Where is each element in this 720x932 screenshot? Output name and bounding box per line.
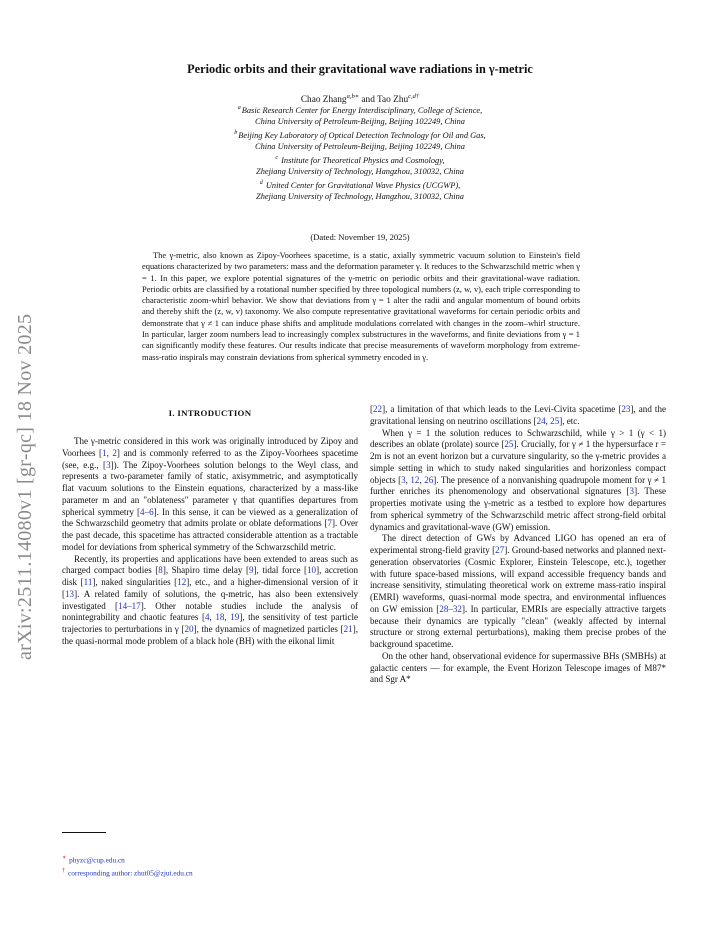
affiliation-line: China University of Petroleum-Beijing, Beijing 102249, China bbox=[255, 117, 465, 127]
citation-link[interactable]: 18 bbox=[215, 612, 225, 623]
abstract-text: The γ-metric, also known as Zipoy-Voorhees spacetime, is a static, axially symmetric vacuum solution to Einstein's field equations characterized by two parameters: mass and the deformation parameter γ. It reduces to the Schwarzschild metric when γ = 1. In this paper, we explore potential signatures of the γ-metric on periodic orbits and their gravitational-wave radiation. Periodic orbits are classified by a rotational number specified by three topological numbers (z, w, v), each triple corresponding to characteristic zoom-whirl behavior. We show that deviations from γ = 1 alter the radii and angular momentum of bound orbits and thereby shift the (z, w, v) taxonomy. We also compute representative gravitational waveforms for certain periodic orbits and demonstrate that γ ≠ 1 can induce phase shifts and amplitude modulations correlated with changes in the zoom–whirl structure. In particular, larger zoom numbers lead to increasingly complex substructures in the waveforms, and finite deviations from γ = 1 can significantly modify these features. Our results indicate that precise measurements of waveform morphology from extreme-mass-ratio inspirals may constrain deviations from spherical symmetry encoded in γ. bbox=[142, 250, 580, 362]
author-affiliation-marks: a,b∗ bbox=[346, 93, 360, 100]
text-run: Recently, its properties and applications have been extended to areas such as charged compact bodies [ bbox=[62, 553, 358, 576]
citation-link[interactable]: 3 bbox=[401, 474, 406, 485]
citation-link[interactable]: 12 bbox=[410, 474, 420, 485]
citation-link[interactable]: 23 bbox=[621, 404, 631, 414]
citation-link[interactable]: 10 bbox=[307, 565, 317, 576]
text-run: ]. Ground-based networks and planned next-generation observatories (Cosmic Explorer, Einstein Telescope, etc.), together with future space-based missions, will expand accessible frequency bands and increase sensitivity, stimulating theoretical work on extreme mass-ratio inspiral (EMRI) waveforms, quasi-normal mode spectra, and environmental influences on GW emission [ bbox=[370, 545, 666, 614]
text-run: ]. Crucially, for γ ≠ 1 the hypersurface r = 2m is not an event horizon but a curvature singularity, so the γ-metric provides a simple setting in which to study naked singularities and horizonless compact objects [ bbox=[370, 439, 666, 485]
paragraph bbox=[370, 404, 666, 428]
left-column bbox=[62, 436, 358, 648]
text-run: ], the quasi-normal mode problem of a black hole (BH) with the eikonal limit bbox=[62, 624, 358, 646]
footnote-rule bbox=[62, 832, 106, 833]
paragraph bbox=[370, 651, 666, 686]
affiliation-line: $^d$ United Center for Gravitational Wave Physics (UCGWP), bbox=[259, 179, 461, 190]
text-run: ]. Over the past decade, this spacetime has attracted considerable attention as a tractable model for deviations from spherical symmetry of the Schwarzschild metric. bbox=[62, 518, 358, 552]
citation-link[interactable]: 14–17 bbox=[118, 600, 141, 611]
text-run: ], Shapiro time delay [ bbox=[162, 565, 249, 576]
citation-link[interactable]: 25 bbox=[550, 415, 560, 426]
arxiv-id-text: arXiv:2511.14080v1 [gr-qc] 18 Nov 2025 bbox=[14, 313, 36, 660]
text-run: The direct detection of GWs by Advanced LIGO has opened an era of experimental strong-field gravity [ bbox=[370, 533, 666, 555]
affiliation-line: $^b$Beijing Key Laboratory of Optical Detection Technology for Oil and Gas, bbox=[234, 129, 486, 140]
text-run: ]. The presence of a nonvanishing quadrupole moment for γ ≠ 1 further enriches its phenomenology and observational signatures [ bbox=[370, 474, 667, 497]
citation-link[interactable]: 13 bbox=[65, 588, 75, 599]
text-run: , bbox=[545, 415, 551, 426]
text-run: ], tidal force [ bbox=[253, 565, 308, 576]
text-run: ], etc., and a higher-dimensional version of it [ bbox=[62, 577, 358, 599]
citation-link[interactable]: 11 bbox=[83, 577, 93, 587]
citation-link[interactable]: 4 bbox=[204, 612, 210, 623]
citation-link[interactable]: 12 bbox=[177, 577, 187, 587]
citation-link[interactable]: 25 bbox=[504, 439, 514, 450]
author-affiliation-marks: c,d† bbox=[408, 93, 420, 100]
citation-link[interactable]: 27 bbox=[495, 545, 505, 555]
dated-line: (Dated: November 19, 2025) bbox=[310, 232, 410, 242]
text-run: The γ-metric considered in this work was originally introduced by Zipoy and Voorhees [ bbox=[62, 436, 358, 458]
text-run: ], etc. bbox=[559, 415, 580, 426]
abstract bbox=[142, 250, 580, 363]
affiliations bbox=[0, 103, 720, 203]
author-separator: and bbox=[359, 95, 378, 106]
text-run: ]. Other notable studies include the analysis of nonintegrability and chaotic features [ bbox=[62, 600, 358, 623]
arxiv-identifier-stamp bbox=[2, 245, 42, 665]
text-run: ], the sensitivity of test particle trajectories to perturbations in γ [ bbox=[62, 612, 358, 634]
text-run: ], a limitation of that which leads to the Levi-Civita spacetime [ bbox=[382, 404, 622, 414]
text-run: , bbox=[405, 474, 411, 485]
affiliation-line: Zhejiang University of Technology, Hangzhou, 310032, China bbox=[256, 167, 464, 177]
text-run: , bbox=[209, 612, 216, 623]
citation-link[interactable]: 8 bbox=[158, 565, 163, 576]
affiliation-line: Zhejiang University of Technology, Hangzhou, 310032, China bbox=[256, 192, 464, 202]
text-run: ]. A related family of solutions, the q-metric, has also been extensively investigated [ bbox=[62, 588, 358, 611]
text-run: ] and is commonly referred to as the Zipoy-Voorhees spacetime (see, e.g., [ bbox=[62, 447, 358, 470]
citation-link[interactable]: 1 bbox=[102, 447, 107, 458]
text-run: ]. These properties motivate using the γ-metric as a testbed to explore how departures from spherical symmetry of the Schwarzschild metric affect strong-field orbital dynamics and gravitational-wave (GW) emission. bbox=[370, 486, 666, 532]
paragraph bbox=[370, 428, 666, 534]
author-name: Tao Zhu bbox=[377, 95, 409, 106]
citation-link[interactable]: 7 bbox=[327, 518, 332, 529]
citation-link[interactable]: 21 bbox=[343, 624, 353, 634]
text-run: ], naked singularities [ bbox=[92, 577, 178, 587]
text-run: ]). The Zipoy-Voorhees solution belongs to the Weyl class, and represents a two-parameter family of static, axisymmetric, and asymptotically flat vacuum solutions to the Einstein equations, characterized by a mass-like parameter m and an "oblateness" parameter γ that quantifies departures from spherical symmetry [ bbox=[62, 459, 359, 517]
citation-link[interactable]: 3 bbox=[629, 486, 635, 497]
affiliation-line: $^a$Basic Research Center for Energy Interdisciplinary, College of Science, bbox=[237, 105, 483, 115]
author-name: Chao Zhang bbox=[300, 95, 347, 106]
citation-link[interactable]: 24 bbox=[536, 415, 546, 426]
text-run: , bbox=[419, 474, 425, 485]
citation-link[interactable]: 26 bbox=[424, 474, 434, 485]
text-run: [ bbox=[370, 404, 374, 414]
affiliation-line: China University of Petroleum-Beijing, Beijing 102249, China bbox=[255, 142, 465, 152]
paper-title: Periodic orbits and their gravitational wave radiations in γ-metric bbox=[187, 62, 533, 76]
text-run: , bbox=[106, 447, 113, 458]
citation-link[interactable]: 4–6 bbox=[140, 506, 154, 517]
footnote-corresponding-author[interactable]: † corresponding author: zhut05@zjut.edu.cn bbox=[62, 867, 193, 878]
paragraph bbox=[62, 436, 358, 554]
text-run: On the other hand, observational evidence for supermassive BHs (SMBHs) at galactic centers — for example, the Event Horizon Telescope images of M87* and Sgr A* bbox=[370, 650, 666, 685]
paragraph bbox=[370, 533, 666, 651]
affiliation-line: $^c$ Institute for Theoretical Physics and Cosmology, bbox=[275, 154, 445, 165]
text-run: ]. In this sense, it can be viewed as a generalization of the Schwarzschild geometry that admits prolate or oblate deformations [ bbox=[62, 506, 358, 529]
citation-link[interactable]: 20 bbox=[184, 624, 194, 634]
citation-link[interactable]: 2 bbox=[112, 447, 117, 458]
citation-link[interactable]: 19 bbox=[230, 612, 240, 623]
section-heading-introduction: I. INTRODUCTION bbox=[168, 408, 252, 418]
text-run: ], and the gravitational lensing on neutrino oscillations [ bbox=[370, 404, 666, 426]
right-column bbox=[370, 404, 666, 686]
citation-link[interactable]: 28–32 bbox=[439, 603, 462, 614]
text-run: ]. In particular, EMRIs are especially attractive targets because their dynamics are typically "clean" (weakly affected by internal structure or strong external perturbations), making them precise probes of the background spacetime. bbox=[370, 603, 667, 649]
text-run: When γ = 1 the solution reduces to Schwarzschild, while γ > 1 (γ < 1) describes an oblate (prolate) source [ bbox=[370, 427, 666, 450]
text-run: ], the dynamics of magnetized particles [ bbox=[193, 624, 344, 634]
footnote-email[interactable]: ∗ phyzc@cup.edu.cn bbox=[62, 855, 125, 865]
paragraph bbox=[62, 554, 358, 648]
text-run: ], accretion disk [ bbox=[62, 565, 359, 587]
citation-link[interactable]: 22 bbox=[373, 404, 383, 414]
citation-link[interactable]: 3 bbox=[106, 459, 111, 470]
citation-link[interactable]: 9 bbox=[249, 565, 254, 576]
text-run: , bbox=[224, 612, 231, 623]
footnotes bbox=[62, 853, 358, 879]
